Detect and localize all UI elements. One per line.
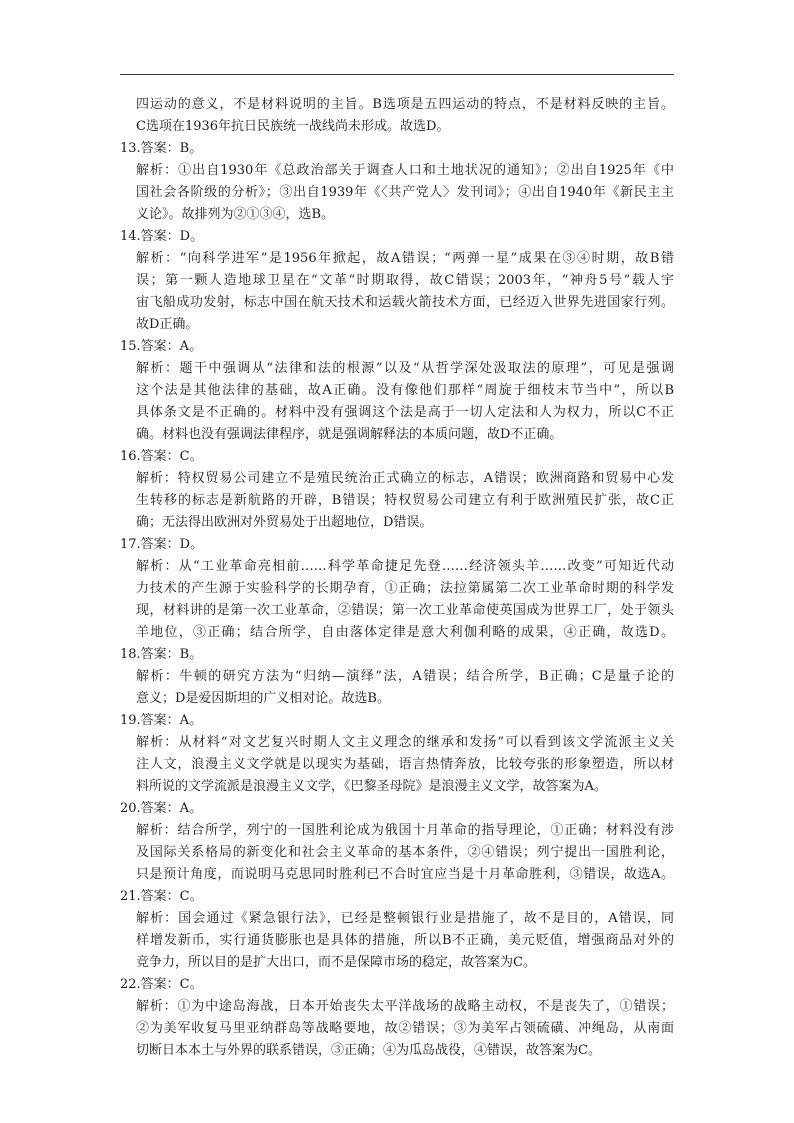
text-line: ②为美军收复马里亚纳群岛等战略要地，故②错误；③为美军占领硫磺、冲绳岛，从南面 <box>136 1021 674 1036</box>
text-line: 只是预计角度，而说明马克思同时胜利已不合时宜应当是十月革命胜利，③错误，故选A。 <box>136 867 674 882</box>
text-line: 这个法是其他法律的基础，故A正确。没有像他们那样“周旋于细枝末节当中”，所以B <box>136 383 674 398</box>
text-line: 解析：从材料“对文艺复兴时期人文主义理念的继承和发扬”可以看到该文学流派主义关 <box>136 735 674 750</box>
answer-heading: 22.答案：C。 <box>120 977 203 992</box>
answer-heading: 15.答案：A。 <box>120 339 203 354</box>
text-line: 四运动的意义，不是材料说明的主旨。B选项是五四运动的特点，不是材料反映的主旨。 <box>136 97 674 112</box>
answer-heading: 18.答案：B。 <box>120 647 203 662</box>
text-line: 竞争力，所以目的是扩大出口，而不是保障市场的稳定，故答案为C。 <box>136 955 536 970</box>
answer-heading: 14.答案：D。 <box>120 229 204 244</box>
text-line: 生转移的标志是新航路的开辟，B错误；特权贸易公司建立有利于欧洲殖民扩张，故C正 <box>136 493 674 508</box>
text-line: 解析：结合所学，列宁的一国胜利论成为俄国十月革命的指导理论，①正确；材料没有涉 <box>136 823 674 838</box>
text-line: 误；第一颗人造地球卫星在“文革“时期取得，故C错误；2003年，“神舟5号”载人宇 <box>136 273 674 288</box>
text-line: 现，材料讲的是第一次工业革命，②错误；第一次工业革命使英国成为世界工厂，处于领头 <box>136 603 674 618</box>
text-line: 义论》。故排列为②①③④，选B。 <box>136 207 335 222</box>
answer-heading: 19.答案：A。 <box>120 713 203 728</box>
document-body <box>120 94 674 1062</box>
text-line: 意义；D是爱因斯坦的广义相对论。故选B。 <box>136 691 390 706</box>
text-line: 力技术的产生源于实验科学的长期孕育，①正确；法拉第属第二次工业革命时期的科学发 <box>136 581 674 596</box>
text-line: 解析：①为中途岛海战，日本开始丧失太平洋战场的战略主动权，不是丧失了，①错误； <box>136 999 674 1014</box>
text-line: 解析：牛顿的研究方法为“归纳—演绎”法，A错误；结合所学，B正确；C是量子论的 <box>136 669 674 684</box>
text-line: 样增发新币，实行通货膨胀也是具体的措施，所以B不正确，美元贬值，增强商品对外的 <box>136 933 674 948</box>
text-line: 解析：国会通过《紧急银行法》，已经是整顿银行业是措施了，故不是目的，A错误，同 <box>136 911 674 926</box>
answer-heading: 16.答案：C。 <box>120 449 203 464</box>
text-line: 羊地位，③正确；结合所学，自由落体定律是意大利伽利略的成果，④正确，故选D。 <box>136 625 674 640</box>
text-line: 解析：①出自1930年《总政治部关于调查人口和土地状况的通知》；②出自1925年《中 <box>136 163 674 178</box>
answer-heading: 21.答案：C。 <box>120 889 203 904</box>
text-line: 解析：特权贸易公司建立不是殖民统治正式确立的标志，A错误；欧洲商路和贸易中心发 <box>136 471 674 486</box>
text-line: 宙飞船成功发射，标志中国在航天技术和运载火箭技术方面，已经迈入世界先进国家行列。 <box>136 295 674 310</box>
text-line: 料所说的文学流派是浪漫主义文学，《巴黎圣母院》是浪漫主义文学，故答案为A。 <box>136 779 607 794</box>
text-line: 切断日本本土与外界的联系错误，③正确；④为瓜岛战役，④错误，故答案为C。 <box>136 1043 601 1058</box>
text-line: 确；无法得出欧洲对外贸易处于出超地位，D错误。 <box>136 515 433 530</box>
text-line: 注人文，浪漫主义文学就是以现实为基础，语言热情奔放，比较夸张的形象塑造，所以材 <box>136 757 674 772</box>
text-line: 及国际关系格局的新变化和社会主义革命的基本条件，②④错误；列宁提出一国胜利论， <box>136 845 674 860</box>
text-line: 解析：题干中强调从“法律和法的根源”以及“从哲学深处汲取法的原理”，可见是强调 <box>136 361 674 376</box>
header-rule <box>120 74 674 75</box>
text-line: C选项在1936年抗日民族统一战线尚未形成。故选D。 <box>136 119 450 134</box>
text-line: 解析：“向科学进军”是1956年掀起，故A错误；“两弹一星”成果在③④时期，故B错 <box>136 251 674 266</box>
text-line: 国社会各阶级的分析》；③出自1939年《〈共产党人〉发刊词》；④出自1940年《新民主主 <box>136 185 674 200</box>
answer-heading: 20.答案：A。 <box>120 801 203 816</box>
answer-heading: 13.答案：B。 <box>120 141 203 156</box>
text-line: 故D正确。 <box>136 317 199 332</box>
text-line: 确。材料也没有强调法律程序，就是强调解释法的本质问题，故D不正确。 <box>136 427 563 442</box>
text-line: 解析：从“工业革命亮相前……科学革命捷足先登……经济领头羊……改变”可知近代动 <box>136 559 674 574</box>
text-line: 具体条文是不正确的。材料中没有强调这个法是高于一切人定法和人为权力，所以C不正 <box>136 405 674 420</box>
answer-heading: 17.答案：D。 <box>120 537 204 552</box>
